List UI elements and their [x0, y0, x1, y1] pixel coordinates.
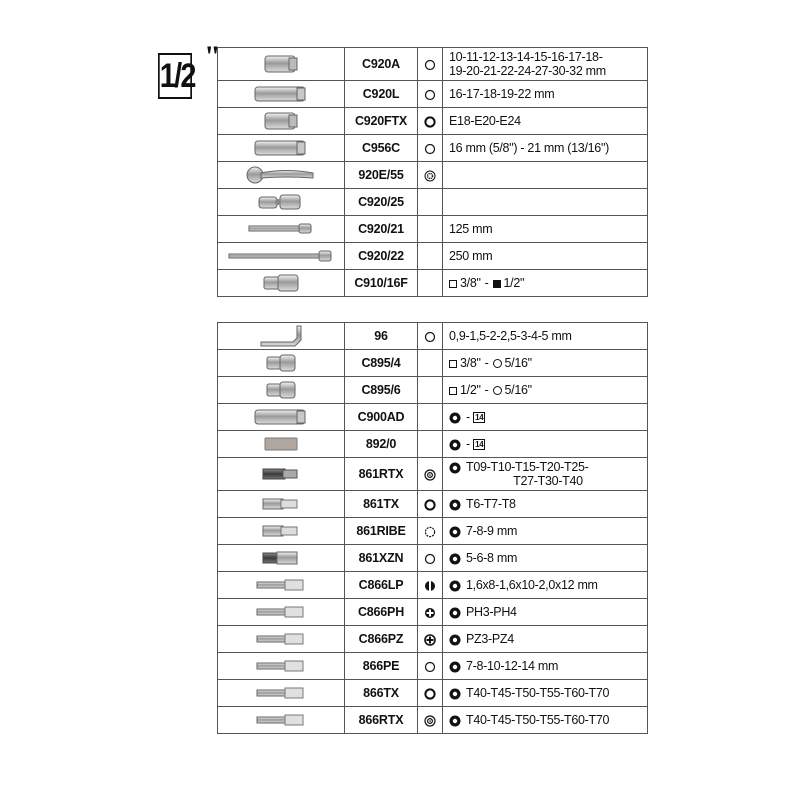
hex-circle-icon	[418, 545, 443, 572]
tool-code: 861TX	[345, 491, 418, 518]
tool-picture	[218, 48, 345, 81]
square-drive-filled-icon	[493, 280, 501, 288]
size-line: 1,6x8-1,6x10-2,0x12 mm	[449, 578, 647, 592]
table-row	[218, 135, 648, 162]
slotted-icon	[418, 572, 443, 599]
table-row	[218, 162, 648, 189]
tool-code: C895/6	[345, 377, 418, 404]
hex-circle-icon	[418, 653, 443, 680]
table-row	[218, 377, 648, 404]
tool-code: 96	[345, 323, 418, 350]
empty-icon-cell	[418, 350, 443, 377]
tool-picture	[218, 626, 345, 653]
tool-sizes	[443, 491, 648, 518]
table-row	[218, 108, 648, 135]
tool-code: 866PE	[345, 653, 418, 680]
tool-code: 892/0	[345, 431, 418, 458]
dash: -	[484, 356, 489, 370]
bit-size-box: 14	[475, 413, 484, 423]
dash: -	[484, 276, 489, 290]
size-line: PH3-PH4	[449, 605, 647, 619]
drive-b: 5/16"	[504, 356, 532, 370]
size-line: 7-8-9 mm	[449, 524, 647, 538]
hex-circle-icon	[418, 48, 443, 81]
tool-picture	[218, 680, 345, 707]
size-line: E18-E20-E24	[449, 114, 521, 128]
size-line: 16 mm (5/8") - 21 mm (13/16")	[449, 141, 609, 155]
bit-size-box: 14	[475, 440, 484, 450]
table-row	[218, 545, 648, 572]
table-row	[218, 243, 648, 270]
tool-code: 866TX	[345, 680, 418, 707]
phillips-icon	[418, 599, 443, 626]
table-row	[218, 431, 648, 458]
table-row	[218, 48, 648, 81]
drive-a: 3/8"	[460, 356, 481, 370]
tool-sizes	[443, 216, 648, 243]
torx-female-icon	[418, 680, 443, 707]
tool-picture	[218, 135, 345, 162]
drive-b: 5/16"	[504, 383, 532, 397]
square-drive-icon	[449, 280, 457, 288]
tool-picture	[218, 377, 345, 404]
table-row	[218, 189, 648, 216]
tool-sizes	[443, 48, 648, 81]
tool-code: C956C	[345, 135, 418, 162]
table-row	[218, 458, 648, 491]
tool-sizes	[443, 653, 648, 680]
size-line: PZ3-PZ4	[449, 632, 647, 646]
table-row	[218, 572, 648, 599]
hex-circle-icon	[418, 135, 443, 162]
tool-code: 866RTX	[345, 707, 418, 734]
tool-picture	[218, 216, 345, 243]
tool-sizes	[443, 81, 648, 108]
tool-sizes	[443, 458, 648, 491]
table-row	[218, 680, 648, 707]
dash: -	[466, 410, 470, 424]
tool-code: C866PZ	[345, 626, 418, 653]
tool-sizes	[443, 108, 648, 135]
size-line: T40-T45-T50-T55-T60-T70	[449, 713, 647, 727]
table-row	[218, 404, 648, 431]
table-row	[218, 653, 648, 680]
empty-icon-cell	[418, 270, 443, 297]
tool-picture	[218, 189, 345, 216]
tool-sizes	[443, 545, 648, 572]
table-row	[218, 350, 648, 377]
tool-sizes	[443, 707, 648, 734]
hex-drive-icon	[493, 359, 502, 368]
tool-code: 861RIBE	[345, 518, 418, 545]
hex-drive-icon	[493, 386, 502, 395]
dash: -	[484, 383, 489, 397]
table-row	[218, 81, 648, 108]
dash: -	[466, 437, 470, 451]
tool-picture	[218, 458, 345, 491]
tool-code: C910/16F	[345, 270, 418, 297]
tool-picture	[218, 404, 345, 431]
tool-sizes	[443, 431, 648, 458]
tool-sizes	[443, 350, 648, 377]
tool-sizes	[443, 680, 648, 707]
tool-picture	[218, 653, 345, 680]
hex-circle-icon	[418, 81, 443, 108]
tool-sizes	[443, 626, 648, 653]
tool-sizes	[443, 162, 648, 189]
tool-code: C920FTX	[345, 108, 418, 135]
ribe-icon	[418, 518, 443, 545]
table-row	[218, 323, 648, 350]
tool-sizes	[443, 572, 648, 599]
tools-table-bits	[217, 322, 648, 734]
empty-icon-cell	[418, 216, 443, 243]
size-line: T40-T45-T50-T55-T60-T70	[449, 686, 647, 700]
table-row	[218, 491, 648, 518]
hex-circle-icon	[418, 323, 443, 350]
tool-code: C920/22	[345, 243, 418, 270]
tool-picture	[218, 572, 345, 599]
tool-picture	[218, 518, 345, 545]
tool-code: C920A	[345, 48, 418, 81]
tool-code: 861RTX	[345, 458, 418, 491]
torx-female-icon	[418, 491, 443, 518]
drive-a: 1/2"	[460, 383, 481, 397]
size-line: 10-11-12-13-14-15-16-17-18-	[449, 50, 603, 64]
size-line: 19-20-21-22-24-27-30-32 mm	[449, 64, 606, 78]
size-line: 16-17-18-19-22 mm	[449, 87, 555, 101]
empty-icon-cell	[418, 377, 443, 404]
tool-sizes	[443, 323, 648, 350]
drive-size-badge: 1/2	[158, 53, 192, 99]
empty-icon-cell	[418, 404, 443, 431]
inch-mark: "	[204, 40, 221, 73]
empty-icon-cell	[418, 189, 443, 216]
table-row	[218, 626, 648, 653]
tool-code: C920/25	[345, 189, 418, 216]
tools-table-sockets	[217, 47, 648, 297]
square-drive-icon	[449, 360, 457, 368]
size-line: 250 mm	[449, 249, 493, 263]
tool-code: C866LP	[345, 572, 418, 599]
tool-sizes	[443, 189, 648, 216]
size-line: 7-8-10-12-14 mm	[449, 659, 647, 673]
tool-code: 920E/55	[345, 162, 418, 189]
torx-tamper-icon	[418, 707, 443, 734]
tool-picture	[218, 545, 345, 572]
tool-picture	[218, 491, 345, 518]
table-row	[218, 599, 648, 626]
table-row	[218, 216, 648, 243]
tool-picture	[218, 81, 345, 108]
tool-code: C866PH	[345, 599, 418, 626]
drive-b: 1/2"	[503, 276, 525, 290]
table-row	[218, 518, 648, 545]
tool-sizes	[443, 599, 648, 626]
tool-sizes	[443, 243, 648, 270]
table-row	[218, 707, 648, 734]
tool-picture	[218, 707, 345, 734]
size-line: T6-T7-T8	[449, 497, 647, 511]
size-line: T27-T30-T40	[513, 474, 583, 488]
size-line: 125 mm	[449, 222, 493, 236]
ratchet-teeth-icon	[418, 162, 443, 189]
empty-icon-cell	[418, 243, 443, 270]
tool-code: C920L	[345, 81, 418, 108]
tool-code: C900AD	[345, 404, 418, 431]
tool-code: 861XZN	[345, 545, 418, 572]
square-drive-icon	[449, 387, 457, 395]
tool-sizes	[443, 518, 648, 545]
torx-tamper-icon	[418, 458, 443, 491]
tool-sizes	[443, 377, 648, 404]
torx-female-icon	[418, 108, 443, 135]
tool-picture	[218, 350, 345, 377]
tool-sizes	[443, 404, 648, 431]
tool-picture	[218, 108, 345, 135]
tool-sizes	[443, 270, 648, 297]
size-line: 5-6-8 mm	[449, 551, 647, 565]
tool-picture	[218, 323, 345, 350]
tool-picture	[218, 243, 345, 270]
tool-picture	[218, 599, 345, 626]
size-line: T09-T10-T15-T20-T25-	[449, 460, 647, 474]
tool-sizes	[443, 135, 648, 162]
empty-icon-cell	[418, 431, 443, 458]
tool-code: C920/21	[345, 216, 418, 243]
drive-a: 3/8"	[460, 276, 481, 290]
tool-picture	[218, 162, 345, 189]
pozidriv-icon	[418, 626, 443, 653]
size-line: 0,9-1,5-2-2,5-3-4-5 mm	[449, 329, 572, 343]
tool-code: C895/4	[345, 350, 418, 377]
table-row	[218, 270, 648, 297]
tool-picture	[218, 270, 345, 297]
tool-picture	[218, 431, 345, 458]
